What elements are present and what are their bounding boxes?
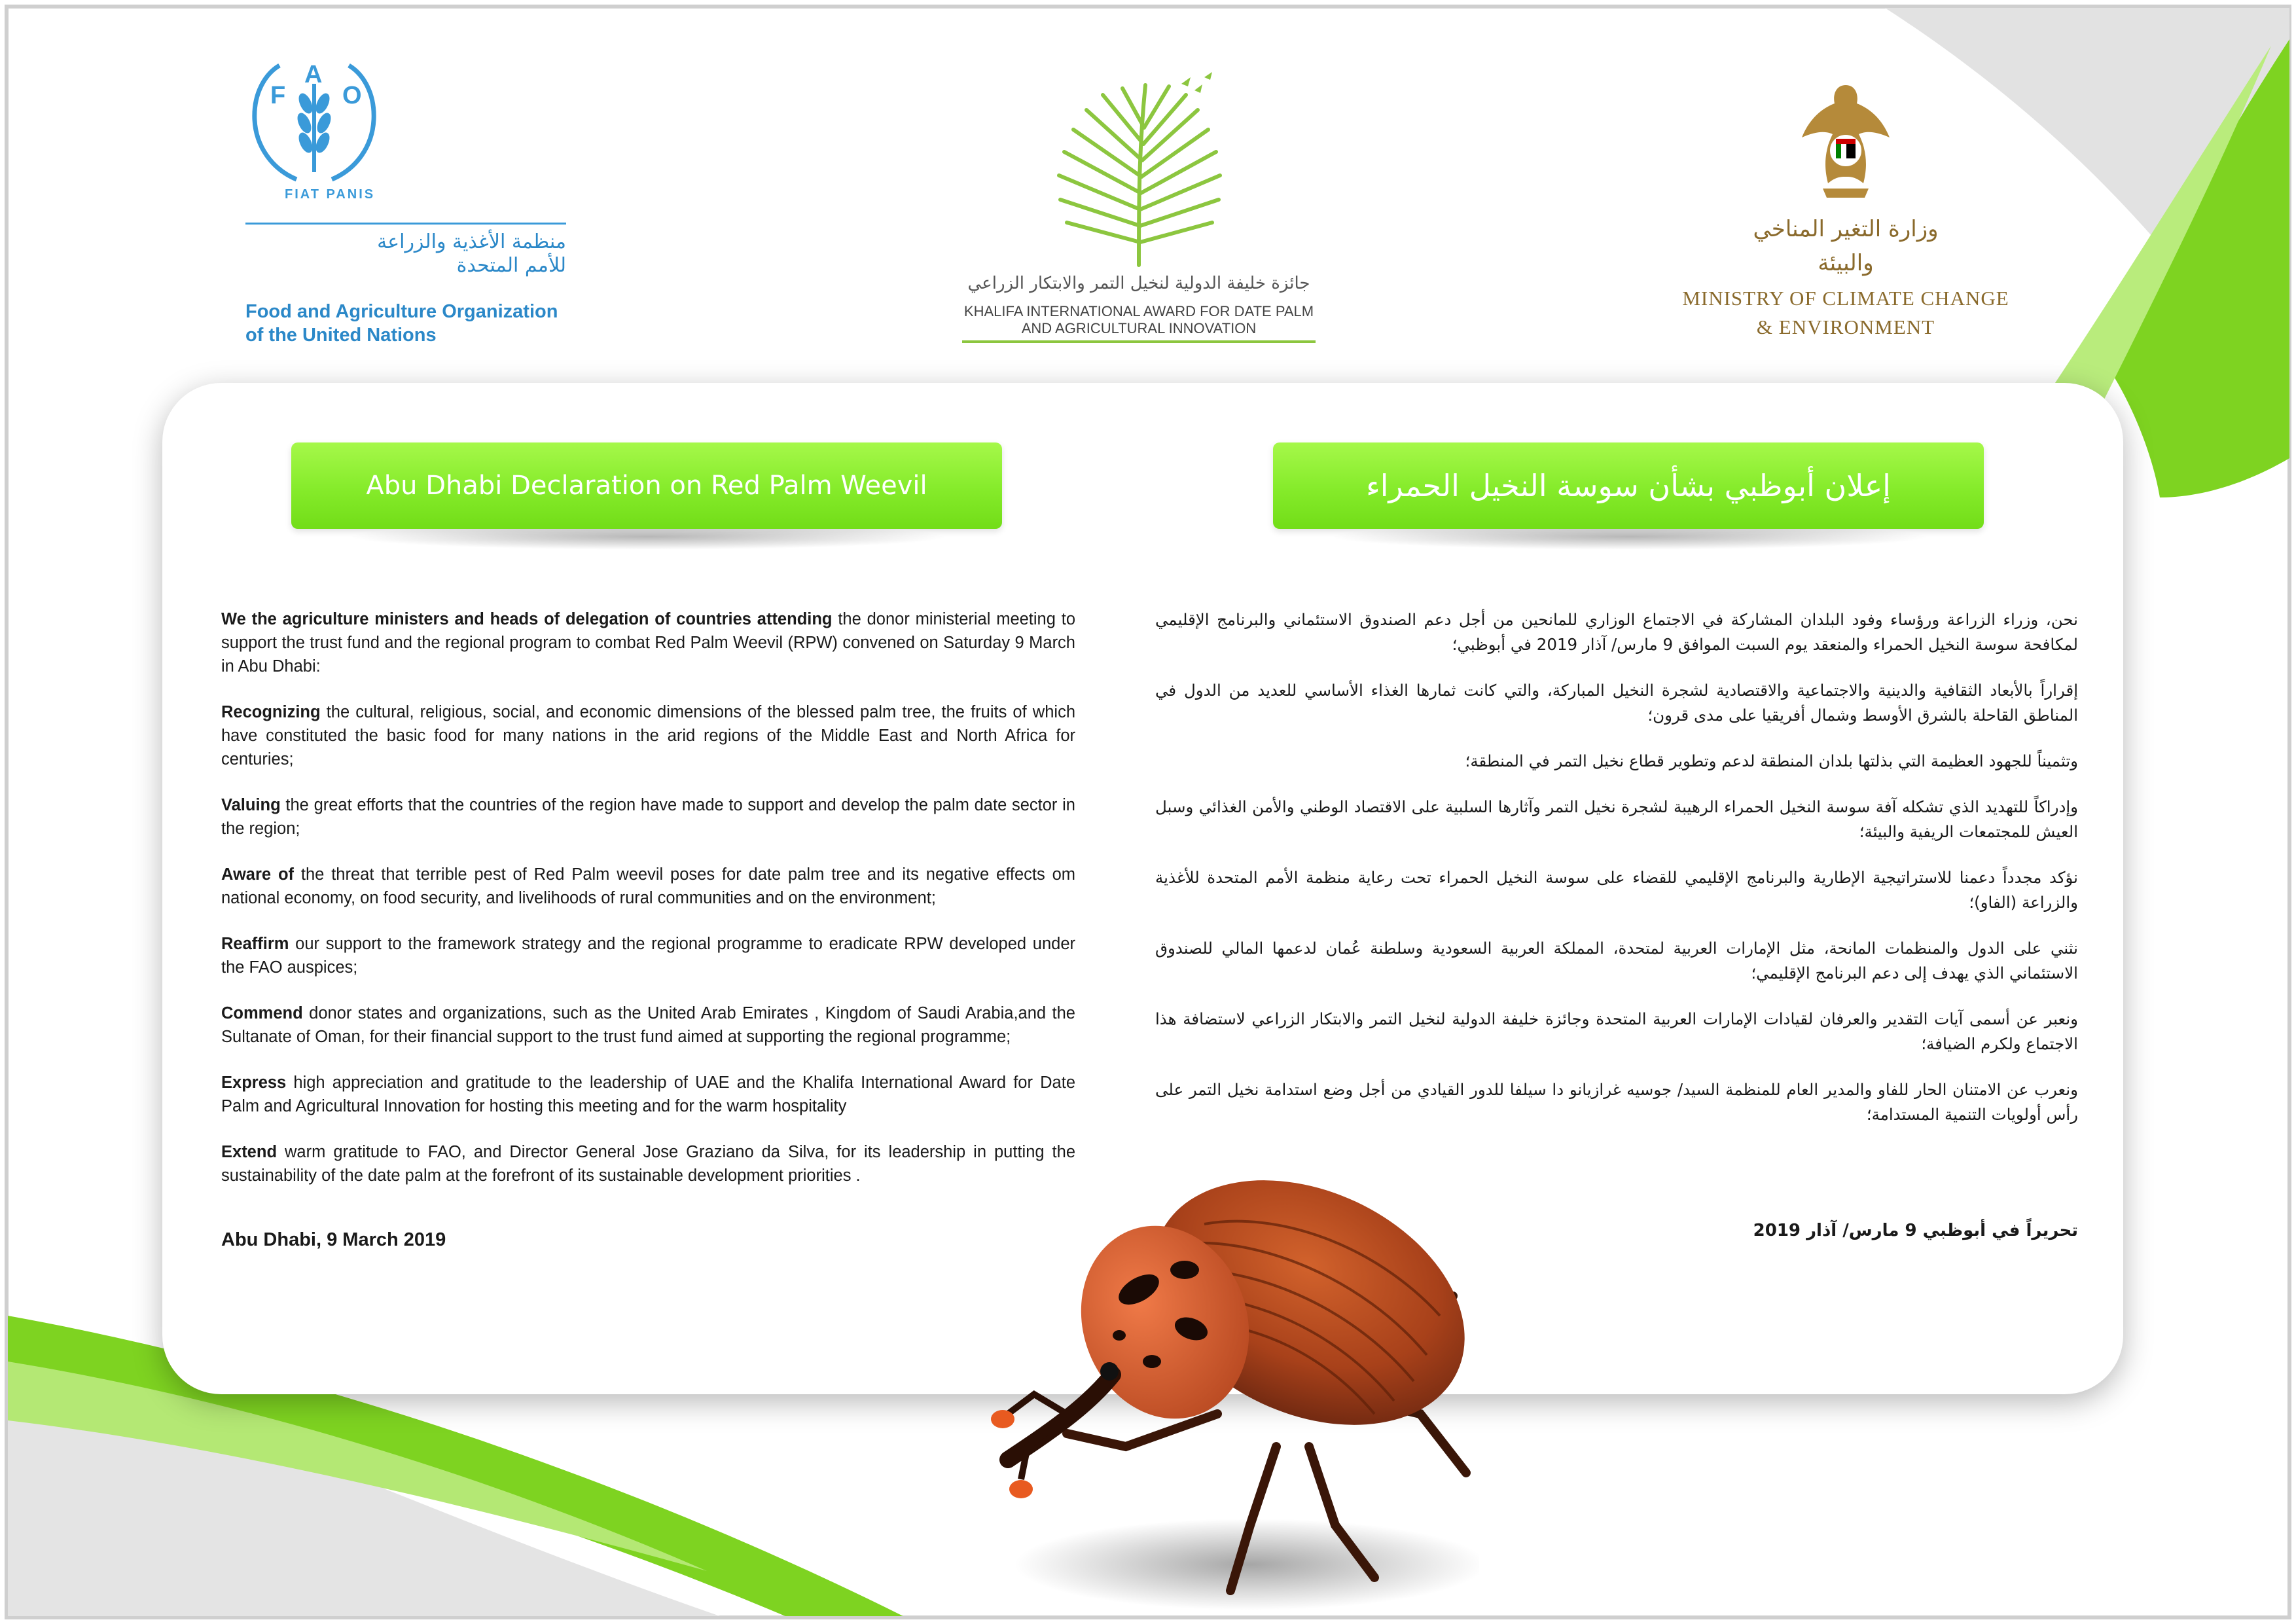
english-paragraph bbox=[221, 932, 1075, 979]
paragraph-lead: Commend bbox=[221, 1004, 303, 1022]
fao-arabic-line-2: للأمم المتحدة bbox=[456, 254, 566, 277]
paragraph-text: the donor ministerial meeting to support the trust fund and the regional program to combat Red Palm Weevil (RPW) convened on Saturday 9 March in Abu Dhabi: bbox=[221, 610, 1075, 676]
arabic-paragraph: ونعرب عن الامتنان الحار للفاو والمدير العام للمنظمة السيد/ جوسيه غرازيانو دا سيلفا للدور القيادي من أجل وضع استدامة نخيل التمر على رأس أولويات التنمية المستدامة؛ bbox=[1155, 1080, 2078, 1124]
paragraph-lead: Reaffirm bbox=[221, 935, 289, 953]
red-palm-weevil-icon bbox=[969, 1106, 1479, 1617]
fao-english-line-1: Food and Agriculture Organization bbox=[245, 301, 558, 322]
arabic-title-banner bbox=[1273, 442, 1984, 529]
fao-arabic-line-1: منظمة الأغذية والزراعة bbox=[377, 230, 566, 253]
fao-logo bbox=[245, 58, 383, 208]
paragraph-text: the great efforts that the countries of the region have made to support and develop the palm date sector in the region; bbox=[221, 796, 1075, 838]
english-title-banner bbox=[291, 442, 1002, 529]
arabic-paragraph: نثني على الدول والمنظمات المانحة، مثل الإمارات العربية لمتحدة، المملكة العربية السعودية وسلطنة عُمان لدعمها المالي للصندوق الاستئماني الذي يهدف إلى دعم البرنامج الإقليمي؛ bbox=[1155, 939, 2078, 983]
ministry-english-line-1: MINISTRY OF CLIMATE CHANGE bbox=[1682, 287, 2009, 310]
english-paragraph bbox=[221, 607, 1075, 678]
fao-arabic-name bbox=[245, 230, 566, 278]
arabic-title: إعلان أبوظبي بشأن سوسة النخيل الحمراء bbox=[1366, 468, 1891, 503]
arabic-paragraph: إقراراً بالأبعاد الثقافية والدينية والاجتماعية والاقتصادية لشجرة النخيل المباركة، والتي كانت ثمارها الغذاء الأساسي للعديد من الدول في المناطق القاحلة بالشرق الأوسط وشمال أفريقيا على مدى قرون؛ bbox=[1155, 681, 2078, 725]
paragraph-lead: Extend bbox=[221, 1143, 278, 1161]
arabic-paragraph: ونعبر عن أسمى آيات التقدير والعرفان لقيادات الإمارات العربية المتحدة وجائزة خليفة الدولية لنخيل التمر والابتكار الزراعي لاستضافة هذا الاجتماع ولكرم الضيافة؛ bbox=[1155, 1009, 2078, 1053]
khalifa-award-divider bbox=[962, 340, 1316, 343]
paragraph-text: high appreciation and gratitude to the leadership of UAE and the Khalifa International Award for Date Palm and Agricultural Innovation for hosting this meeting and for the warm hospitality bbox=[221, 1074, 1075, 1115]
english-paragraph bbox=[221, 700, 1075, 771]
paragraph-text: warm gratitude to FAO, and Director General Jose Graziano da Silva, for its leadership in putting the sustainability of the date palm at the forefront of its sustainable development priorities . bbox=[221, 1143, 1075, 1185]
fao-letter-a: A bbox=[304, 61, 323, 88]
english-paragraph bbox=[221, 863, 1075, 910]
khalifa-award-arabic: جائزة خليفة الدولية لنخيل التمر والابتكار الزراعي bbox=[967, 274, 1310, 293]
paragraph-text: the threat that terrible pest of Red Palm weevil poses for date palm tree and its negative effects om national economy, on food security, and livelihoods of rural communities and on the environment; bbox=[221, 865, 1075, 907]
fao-english-line-2: of the United Nations bbox=[245, 325, 437, 346]
uae-emblem-icon bbox=[1797, 79, 1895, 203]
paragraph-text: the cultural, religious, social, and economic dimensions of the blessed palm tree, the fruits of which have constituted the basic food for many nations in the arid regions of the Middle East and North Africa for centuries; bbox=[221, 703, 1075, 768]
khalifa-award-english-line-2: AND AGRICULTURAL INNOVATION bbox=[1021, 320, 1257, 336]
english-title: Abu Dhabi Declaration on Red Palm Weevil bbox=[366, 471, 927, 501]
english-paragraph bbox=[221, 1140, 1075, 1187]
ministry-arabic-line-1: وزارة التغير المناخي bbox=[1753, 216, 1939, 242]
paragraph-lead: Aware of bbox=[221, 865, 295, 884]
arabic-date: تحريراً في أبوظبي 9 مارس/ آذار 2019 bbox=[1753, 1221, 2078, 1240]
fao-letter-o: O bbox=[342, 82, 362, 109]
fao-letter-f: F bbox=[270, 82, 286, 109]
fao-motto: FIAT PANIS bbox=[285, 187, 376, 202]
fao-english-name bbox=[245, 300, 638, 347]
english-paragraph bbox=[221, 1001, 1075, 1049]
paragraph-lead: Recognizing bbox=[221, 703, 321, 721]
palm-frond-icon bbox=[1041, 72, 1237, 268]
khalifa-award-english bbox=[956, 303, 1322, 337]
arabic-declaration-text bbox=[1155, 607, 2078, 1148]
ministry-arabic-line-2: والبيئة bbox=[1818, 250, 1874, 276]
arabic-paragraph: نؤكد مجدداً دعمنا للاستراتيجية الإطارية والبرنامج الإقليمي للقضاء على سوسة النخيل الحمراء تحت رعاية منظمة الأمم المتحدة للأغذية والزراعة (الفاو)؛ bbox=[1155, 868, 2078, 912]
english-declaration-text bbox=[221, 607, 1075, 1210]
arabic-paragraph: نحن، وزراء الزراعة ورؤساء وفود البلدان المشاركة في الاجتماع الوزاري للمانحين من أجل دعم الصندوق الاستئماني والبرنامج الإقليمي لمكافحة سوسة النخيل الحمراء والمنعقد يوم السبت الموافق 9 مارس/ آذار 2019 في أبوظبي؛ bbox=[1155, 610, 2078, 654]
ministry-english-line-2: & ENVIRONMENT bbox=[1756, 316, 1935, 338]
paragraph-lead: Express bbox=[221, 1074, 287, 1092]
paragraph-lead: Valuing bbox=[221, 796, 281, 814]
khalifa-award-english-line-1: KHALIFA INTERNATIONAL AWARD FOR DATE PALM bbox=[963, 303, 1314, 319]
english-date: Abu Dhabi, 9 March 2019 bbox=[221, 1229, 446, 1250]
fao-divider bbox=[245, 223, 566, 225]
paragraph-text: donor states and organizations, such as the United Arab Emirates , Kingdom of Saudi Arabia,and the Sultanate of Oman, for their financial support to the trust fund aimed at supporting the regional programme; bbox=[221, 1004, 1075, 1046]
english-paragraph bbox=[221, 793, 1075, 840]
paragraph-lead: We the agriculture ministers and heads of delegation of countries attending bbox=[221, 610, 833, 628]
arabic-paragraph: وإدراكاً للتهديد الذي تشكله آفة سوسة النخيل الحمراء الرهيبة لشجرة نخيل التمر وآثارها السلبية على الاقتصاد الوطني والأمن الغذائي وسبل العيش للمجتمعات الريفية والبيئة؛ bbox=[1155, 797, 2078, 841]
arabic-paragraph: وتثميناً للجهود العظيمة التي بذلتها بلدان المنطقة لدعم وتطوير قطاع نخيل التمر في المنطقة؛ bbox=[1465, 751, 2078, 770]
paragraph-text: our support to the framework strategy and the regional programme to eradicate RPW developed under the FAO auspices; bbox=[221, 935, 1075, 977]
english-paragraph bbox=[221, 1071, 1075, 1118]
